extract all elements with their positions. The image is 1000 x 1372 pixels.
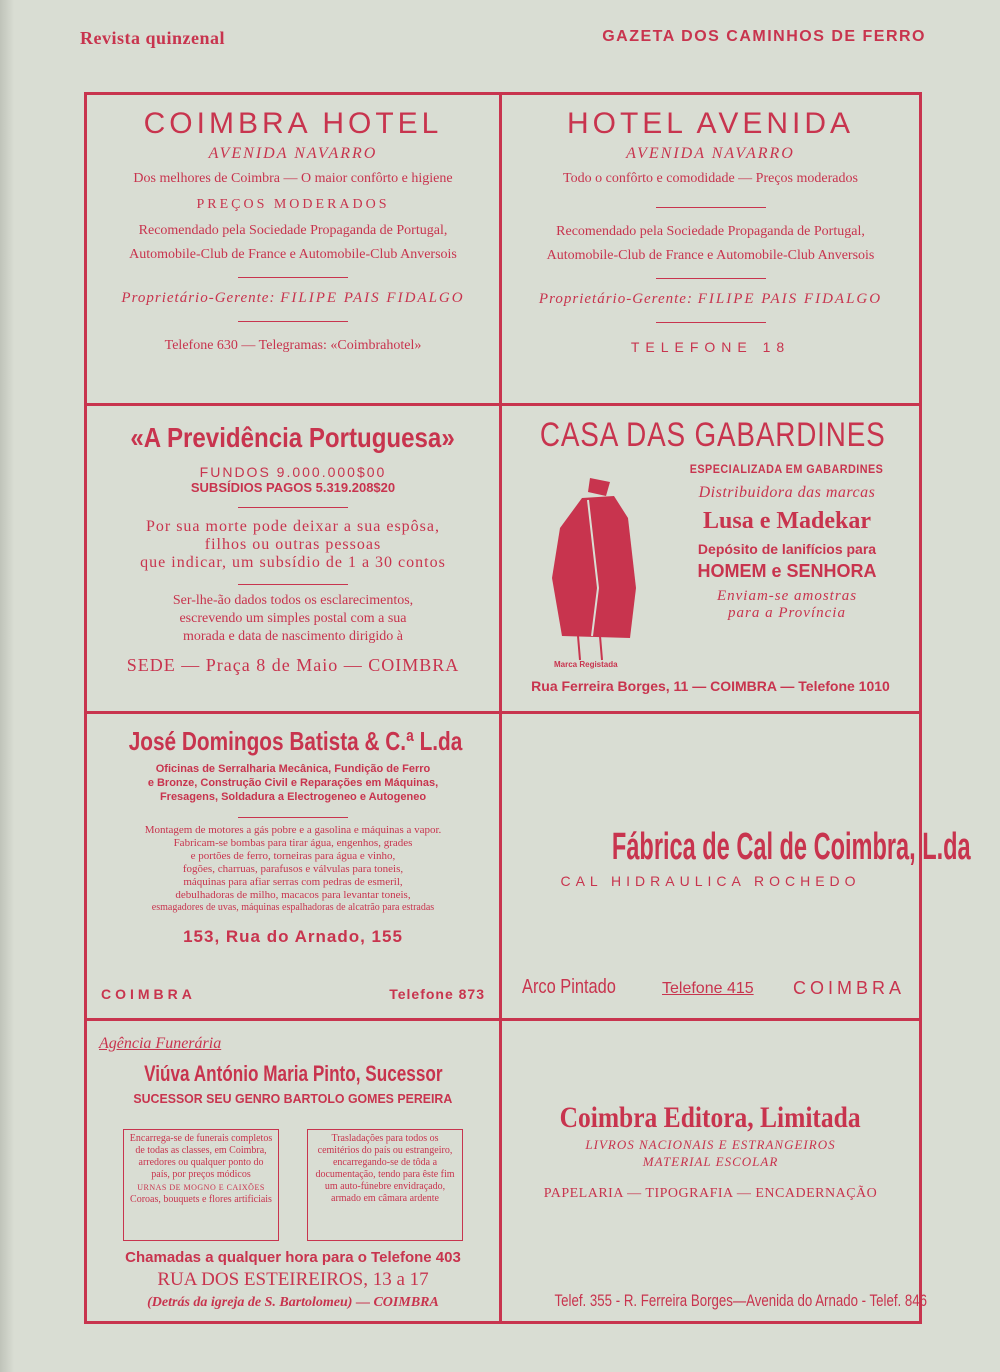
ad-books: LIVROS NACIONAIS E ESTRANGEIROS xyxy=(585,1137,836,1152)
ad-desc-line-3: e portões de ferro, torneiras para água e vinho, xyxy=(190,850,396,862)
services-text: Trasladações para todos os cemitérios do país ou estrangeiro, encarregando-se de tôda a documentação, tendo para êste fim um auto-fúnebre envidraçado, armado em câmara ardente xyxy=(315,1133,455,1204)
owner-name: FILIPE PAIS FIDALGO xyxy=(280,290,465,306)
ad-funeraria xyxy=(87,1021,499,1321)
ad-label: Agência Funerária xyxy=(99,1035,222,1052)
ad-distributor: Distribuidora das marcas xyxy=(698,484,876,501)
ad-tagline: Todo o confôrto e comodidade — Preços moderados xyxy=(563,171,858,186)
ad-subsidies: SUBSÍDIOS PAGOS 5.319.208$20 xyxy=(190,480,396,495)
services-text: Encarrega-se de funerais completos de todas as classes, em Coimbra, arredores ou qualquer ponto do país, por preços módicos xyxy=(129,1133,273,1180)
ad-offer-line-2: filhos ou outras pessoas xyxy=(204,536,382,553)
ad-tagline: Dos melhores de Coimbra — O maior confôrto e higiene xyxy=(133,171,453,186)
ad-info-line-3: morada e data de nascimento dirigido à xyxy=(182,629,404,644)
ad-title: CASA DAS GABARDINES xyxy=(539,416,886,454)
ad-info-line-1: Ser-lhe-ão dados todos os esclarecimentos, xyxy=(172,593,414,608)
ad-workshops-line-1: Oficinas de Serralharia Mecânica, Fundição de Ferro xyxy=(155,763,431,775)
divider-rule xyxy=(238,507,348,508)
divider-rule xyxy=(656,207,766,208)
ad-title: Fábrica de Cal de Coimbra, L.da xyxy=(611,826,971,868)
ad-address: Rua Ferreira Borges, 11 — COIMBRA — Telefone 1010 xyxy=(531,678,890,694)
ad-title: COIMBRA HOTEL xyxy=(143,107,443,140)
services-box-right xyxy=(307,1129,463,1241)
owner-name: FILIPE PAIS FIDALGO xyxy=(697,291,883,307)
ad-fabrica-cal xyxy=(502,714,971,1018)
ad-title: José Domingos Batista & C.ª L.da xyxy=(128,726,463,756)
ad-coimbra-hotel xyxy=(87,95,499,403)
ad-city: COIMBRA xyxy=(101,986,196,1002)
ad-material: MATERIAL ESCOLAR xyxy=(642,1154,779,1169)
ad-phone: Telefone 873 xyxy=(389,986,485,1002)
ad-street: AVENIDA NAVARRO xyxy=(208,145,378,162)
ad-desc-line-6: debulhadoras de milho, macacos para levantar toneis, xyxy=(175,889,411,901)
ad-street: AVENIDA NAVARRO xyxy=(626,145,795,162)
owner-label: Proprietário-Gerente: xyxy=(121,290,276,306)
ad-deposit: Depósito de lanifícios para xyxy=(697,541,877,557)
ad-recommended-line-2: Automobile-Club de France e Automobile-Club Anversois xyxy=(546,248,875,263)
journal-title: GAZETA DOS CAMINHOS DE FERRO xyxy=(602,28,926,45)
ad-info-line-2: escrevendo um simples postal com a sua xyxy=(179,611,407,626)
ad-contact: Telefone 630 — Telegramas: «Coimbrahotel» xyxy=(164,338,422,353)
ad-prices: PREÇOS MODERADOS xyxy=(196,197,390,212)
journal-frequency: Revista quinzenal xyxy=(80,28,226,48)
ad-casa-gabardines xyxy=(502,406,919,711)
divider-rule xyxy=(238,321,348,322)
ad-seat: SEDE — Praça 8 de Maio — COIMBRA xyxy=(126,655,460,675)
divider-rule xyxy=(238,817,348,818)
ad-samples-line-2: para a Província xyxy=(728,605,846,621)
ad-offer-line-3: que indicar, um subsídio de 1 a 30 contos xyxy=(140,554,446,571)
ad-note: (Detrás da igreja de S. Bartolomeu) — COIMBRA xyxy=(147,1295,439,1310)
ad-recommended-line-2: Automobile-Club de France e Automobile-Club Anversois xyxy=(129,247,457,262)
ad-desc-line-5: máquinas para afiar serras com pedras de esmeril, xyxy=(183,876,403,888)
ad-hotel-avenida xyxy=(502,95,919,403)
ad-batista xyxy=(87,714,499,1018)
ad-title: HOTEL AVENIDA xyxy=(566,107,855,140)
ad-successor: SUCESSOR SEU GENRO BARTOLO GOMES PEREIRA xyxy=(133,1091,453,1106)
page-binding-shadow xyxy=(0,0,14,1372)
ad-city: COIMBRA xyxy=(792,978,905,998)
ad-title: Coimbra Editora, Limitada xyxy=(559,1101,862,1134)
ad-services: PAPELARIA — TIPOGRAFIA — ENCADERNAÇÃO xyxy=(543,1186,878,1201)
divider-rule xyxy=(238,584,348,585)
divider-rule xyxy=(656,322,766,323)
trademark-label: Marca Registada xyxy=(554,660,618,669)
ad-recommended-line-1: Recomendado pela Sociedade Propaganda de Portugal, xyxy=(556,224,865,239)
divider-rule xyxy=(656,278,766,279)
ad-specialty: ESPECIALIZADA EM GABARDINES xyxy=(690,462,884,476)
ad-target: HOMEM e SENHORA xyxy=(697,561,877,581)
ad-desc-line-2: Fabricam-se bombas para tirar água, engenhos, grades xyxy=(173,837,413,849)
ad-place: Arco Pintado xyxy=(522,976,616,998)
ad-recommended-line-1: Recomendado pela Sociedade Propaganda de Portugal, xyxy=(138,223,448,238)
ad-phone: TELEFONE 18 xyxy=(630,339,791,355)
ad-funds: FUNDOS 9.000.000$00 xyxy=(199,464,387,480)
owner-label: Proprietário-Gerente: xyxy=(538,291,693,307)
ad-title: «A Previdência Portuguesa» xyxy=(130,422,456,453)
raincoat-figure-icon xyxy=(532,468,642,668)
ad-previdencia xyxy=(87,406,499,711)
ad-desc-line-7: esmagadores de uvas, máquinas espalhadoras de alcatrão para estradas xyxy=(151,902,435,913)
ad-workshops-line-2: e Bronze, Construção Civil e Reparações em Máquinas, xyxy=(147,777,439,789)
ad-address: 153, Rua do Arnado, 155 xyxy=(183,927,403,946)
ad-coimbra-editora xyxy=(502,1021,928,1321)
ad-samples-line-1: Enviam-se amostras xyxy=(716,588,858,604)
ad-calls: Chamadas a qualquer hora para o Telefone 403 xyxy=(125,1249,461,1266)
services-urns: URNAS DE MOGNO E CAIXÕES xyxy=(137,1183,265,1192)
ad-brands: Lusa e Madekar xyxy=(703,508,871,534)
divider-rule xyxy=(238,277,348,278)
services-box-left xyxy=(123,1129,279,1241)
ad-desc-line-4: fogões, charruas, parafusos e válvulas para toneis, xyxy=(182,863,404,875)
ad-phone: Telefone 415 xyxy=(662,980,754,997)
ad-offer-line-1: Por sua morte pode deixar a sua espôsa, xyxy=(145,518,441,535)
services-flowers: Coroas, bouquets e flores artificiais xyxy=(130,1194,272,1205)
ad-desc-line-1: Montagem de motores a gás pobre e a gasolina e máquinas a vapor. xyxy=(144,824,442,836)
ad-contact: Telef. 355 - R. Ferreira Borges—Avenida do Arnado - Telef. 846 xyxy=(554,1291,928,1310)
ad-product: CAL HIDRAULICA ROCHEDO xyxy=(560,873,861,889)
ad-title: Viúva António Maria Pinto, Sucessor xyxy=(143,1061,443,1086)
ad-address: RUA DOS ESTEIREIROS, 13 a 17 xyxy=(157,1269,429,1290)
ad-workshops-line-3: Fresagens, Soldadura a Electrogeneo e Autogeneo xyxy=(159,791,427,803)
